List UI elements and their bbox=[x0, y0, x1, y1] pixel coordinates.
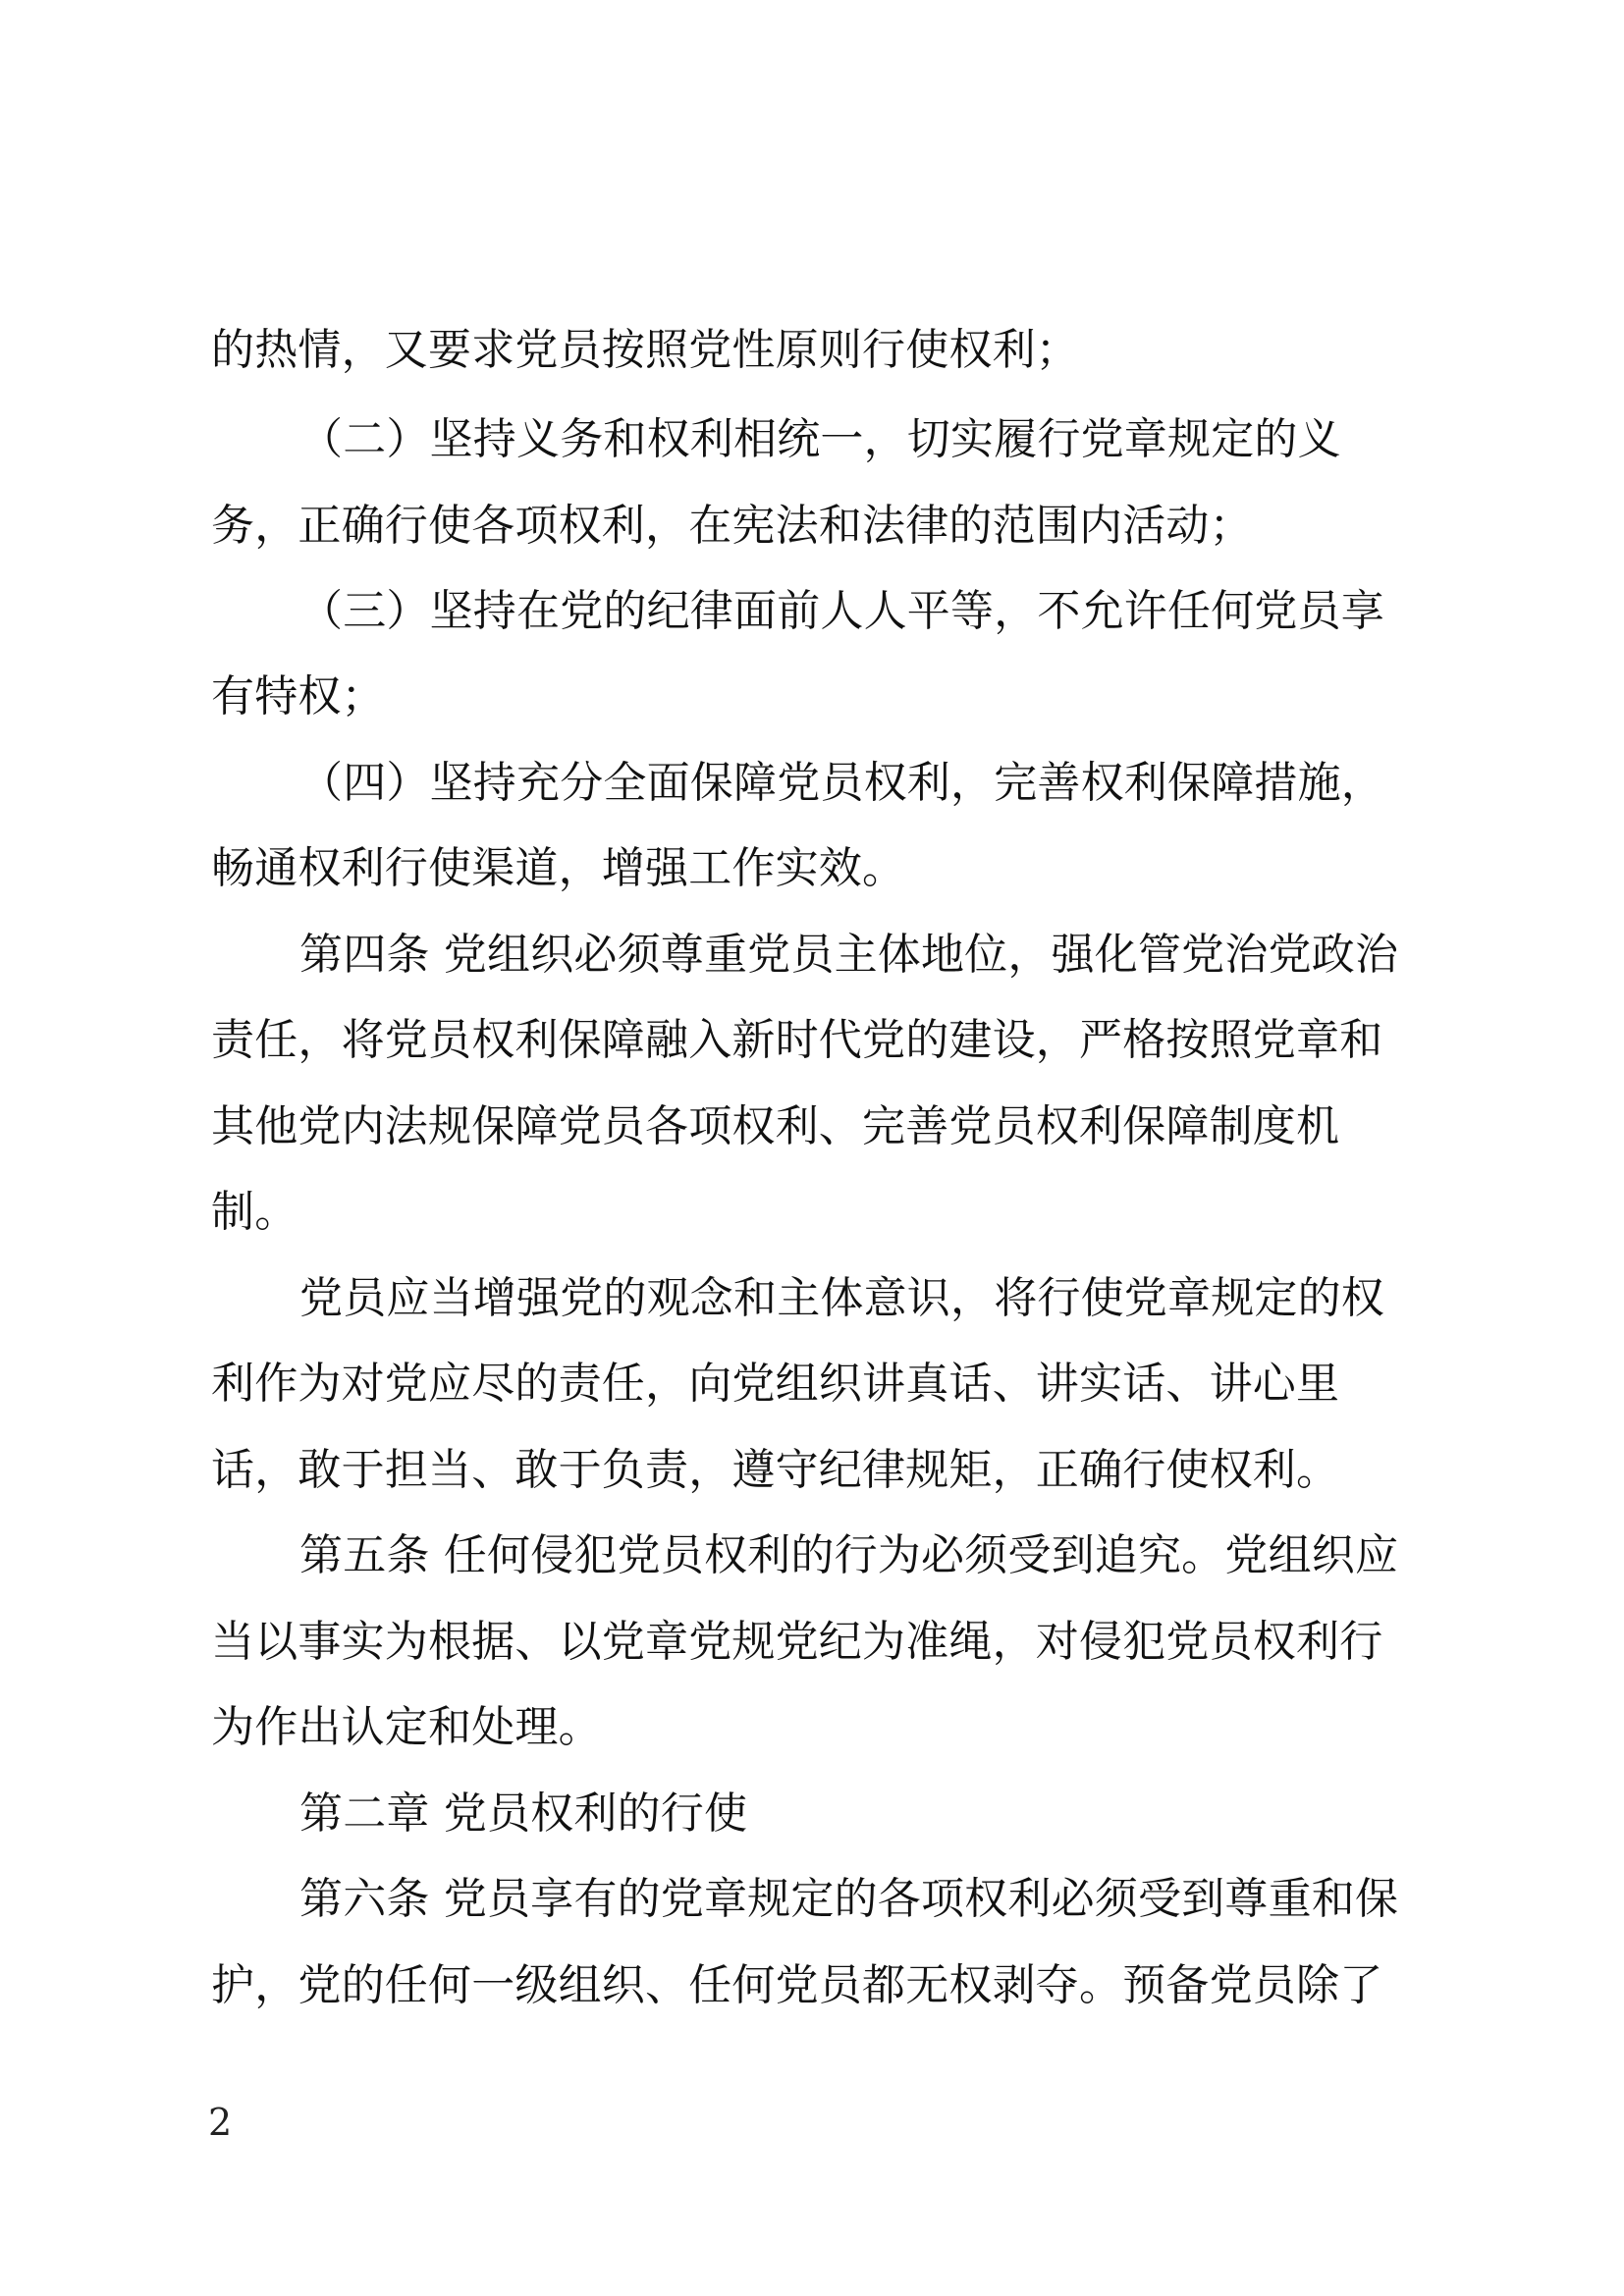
text-line: 为作出认定和处理。 bbox=[211, 1702, 602, 1752]
text-line: 第四条 党组织必须尊重党员主体地位，强化管党治党政治 bbox=[299, 930, 1399, 980]
text-line: （四）坚持充分全面保障党员权利，完善权利保障措施， bbox=[299, 758, 1384, 808]
text-line: 当以事实为根据、以党章党规党纪为准绳，对侵犯党员权利行 bbox=[211, 1617, 1383, 1667]
text-line: 有特权； bbox=[211, 671, 385, 721]
text-line: 话，敢于担当、敢于负责，遵守纪律规矩，正确行使权利。 bbox=[211, 1445, 1340, 1495]
chapter-heading: 第二章 党员权利的行使 bbox=[299, 1789, 748, 1839]
text-line: （三）坚持在党的纪律面前人人平等，不允许任何党员享 bbox=[299, 586, 1384, 636]
text-line: 利作为对党应尽的责任，向党组织讲真话、讲实话、讲心里 bbox=[211, 1359, 1340, 1409]
page-number: 2 bbox=[208, 2101, 233, 2144]
text-line: 护，党的任何一级组织、任何党员都无权剥夺。预备党员除了 bbox=[211, 1960, 1383, 2010]
text-line: 畅通权利行使渠道，增强工作实效。 bbox=[211, 843, 906, 893]
text-line: 党员应当增强党的观念和主体意识，将行使党章规定的权 bbox=[299, 1273, 1384, 1323]
text-line: 第六条 党员享有的党章规定的各项权利必须受到尊重和保 bbox=[299, 1874, 1399, 1924]
text-line: （二）坚持义务和权利相统一，切实履行党章规定的义 bbox=[299, 414, 1341, 464]
text-line: 制。 bbox=[211, 1187, 298, 1237]
text-line: 务，正确行使各项权利，在宪法和法律的范围内活动； bbox=[211, 501, 1253, 551]
text-line: 责任，将党员权利保障融入新时代党的建设，严格按照党章和 bbox=[211, 1015, 1383, 1065]
text-line: 第五条 任何侵犯党员权利的行为必须受到追究。党组织应 bbox=[299, 1530, 1399, 1580]
text-line: 其他党内法规保障党员各项权利、完善党员权利保障制度机 bbox=[211, 1101, 1340, 1151]
text-line: 的热情，又要求党员按照党性原则行使权利； bbox=[211, 325, 1079, 375]
